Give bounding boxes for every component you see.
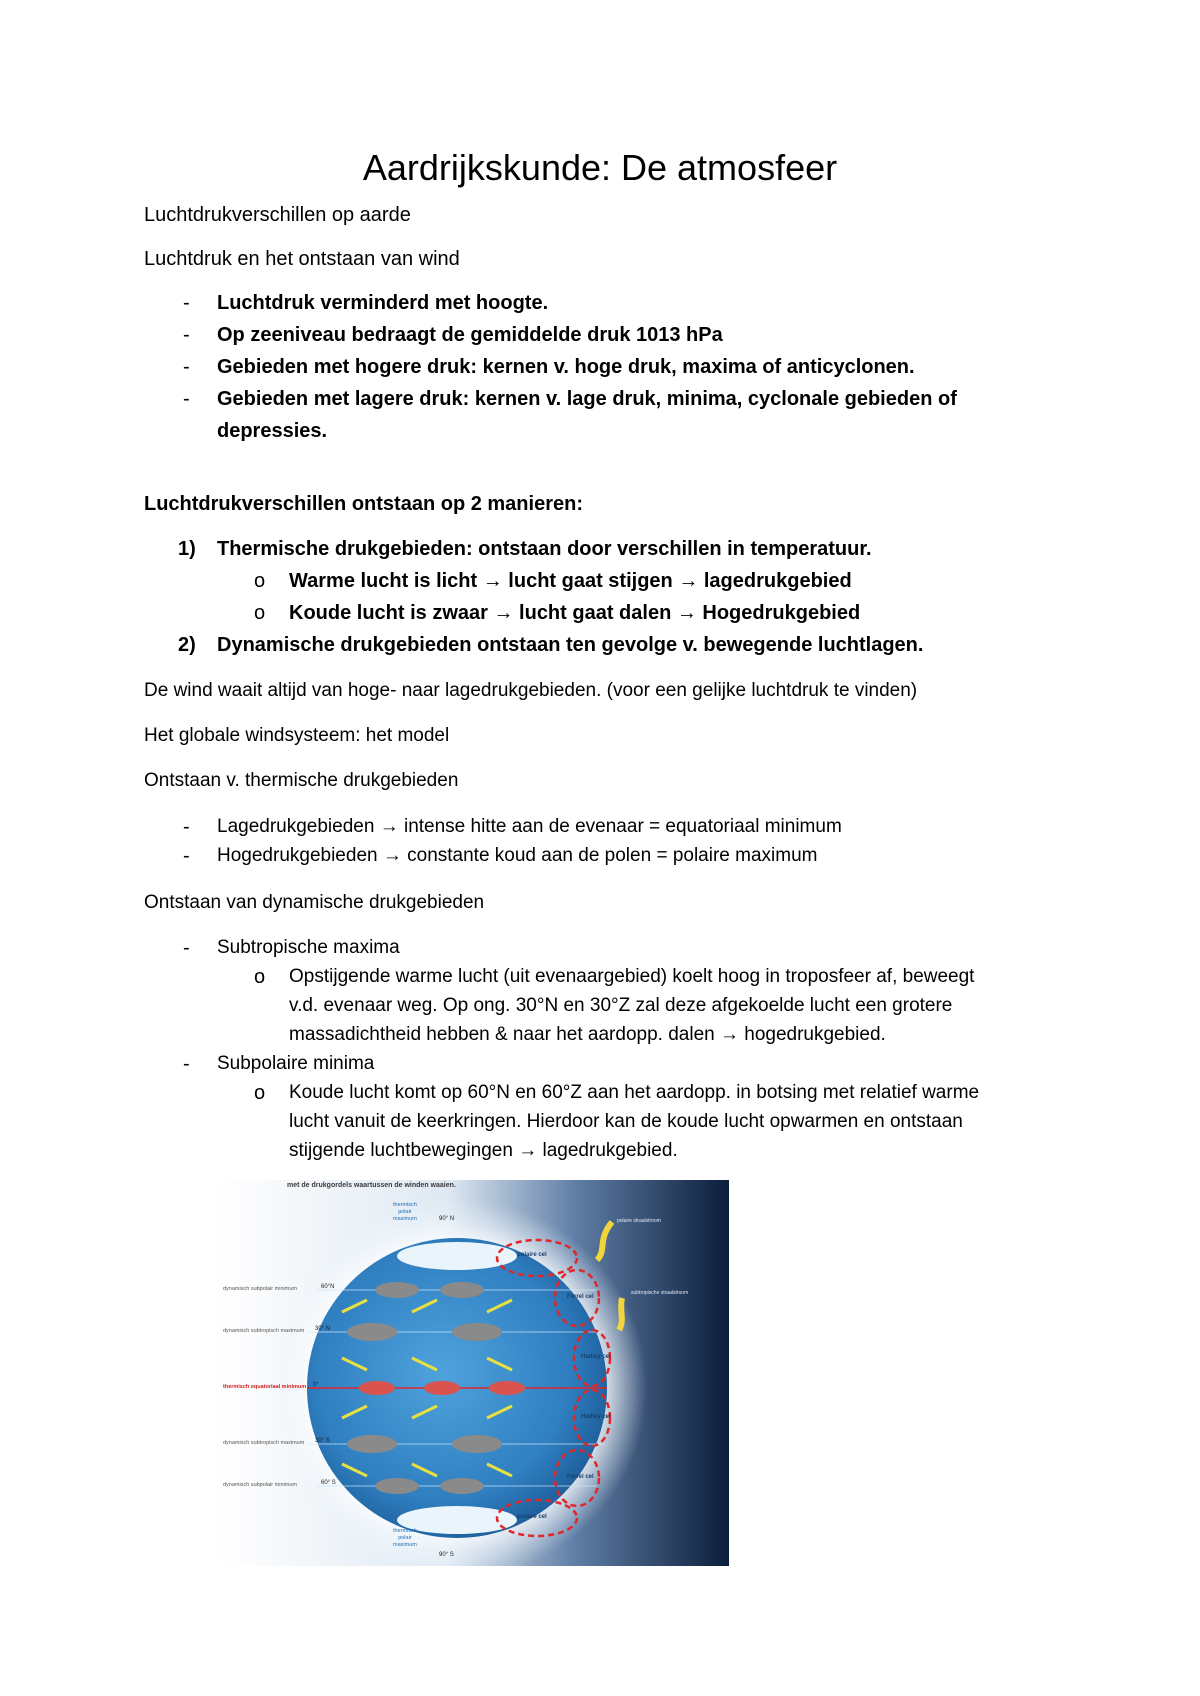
list-item: Subtropische maxima	[217, 937, 400, 958]
band-label: dynamisch subpolair minimum	[223, 1286, 297, 1292]
list-item: Gebieden met hogere druk: kernen v. hoge druk, maxima of anticyclonen.	[217, 356, 915, 378]
cell-label: Hadley cel	[581, 1414, 611, 1420]
label-thermisch-polair-maximum-south	[393, 1528, 417, 1549]
list-dash: -	[183, 845, 190, 867]
sub-item-continuation: massadichtheid hebben & naar het aardopp. dalen → hogedrukgebied.	[289, 1024, 886, 1045]
label-line: thermisch	[393, 1202, 417, 1208]
list-item: Lagedrukgebieden → intense hitte aan de evenaar = equatoriaal minimum	[217, 816, 842, 837]
lat-label: 90° N	[439, 1216, 455, 1222]
band-label: dynamisch subpolair minimum	[223, 1482, 297, 1488]
paragraph-dynamische: Ontstaan van dynamische drukgebieden	[144, 892, 485, 913]
north-polar-cap	[397, 1242, 517, 1270]
heading-luchtdruk-wind: Luchtdruk en het ontstaan van wind	[144, 248, 460, 270]
heading-twee-manieren: Luchtdrukverschillen ontstaan op 2 manieren:	[144, 493, 583, 515]
lat-label: 60°N	[321, 1284, 335, 1290]
numbered-marker: 1)	[178, 538, 196, 560]
sub-bullet: o	[254, 1082, 266, 1104]
band-label: dynamisch subtropisch maximum	[223, 1328, 305, 1334]
sub-item-continuation: stijgende luchtbewegingen → lagedrukgebied.	[289, 1140, 678, 1161]
list-item: Luchtdruk verminderd met hoogte.	[217, 292, 549, 314]
list-item-continuation: depressies.	[217, 420, 328, 442]
list-item: Subpolaire minima	[217, 1053, 375, 1074]
sub-item-continuation: lucht vanuit de keerkringen. Hierdoor kan de koude lucht opwarmen en ontstaan	[289, 1111, 963, 1132]
sub-item: Warme lucht is licht → lucht gaat stijgen → lagedrukgebied	[289, 570, 852, 592]
list-item: Op zeeniveau bedraagt de gemiddelde druk 1013 hPa	[217, 324, 723, 346]
label-line: polair	[398, 1209, 412, 1215]
list-dash: -	[183, 937, 190, 959]
sub-bullet: o	[254, 570, 266, 592]
lat-label: 30° S	[315, 1438, 330, 1444]
paragraph-windsysteem: Het globale windsysteem: het model	[144, 725, 450, 746]
sub-item: Opstijgende warme lucht (uit evenaargebied) koelt hoog in troposfeer af, beweegt	[289, 966, 975, 987]
label-line: polair	[398, 1535, 412, 1541]
cell-label: Hadley cel	[581, 1354, 611, 1360]
lat-label: 60° S	[321, 1480, 336, 1486]
label-line: maximum	[393, 1216, 417, 1222]
sub-item: Koude lucht komt op 60°N en 60°Z aan het aardopp. in botsing met relatief warme	[289, 1082, 980, 1103]
lat-label: 90° S	[439, 1552, 454, 1558]
band-label: dynamisch subtropisch maximum	[223, 1440, 305, 1446]
list-dash: -	[183, 292, 190, 314]
list-dash: -	[183, 324, 190, 346]
label-line: thermisch	[393, 1528, 417, 1534]
heading-luchtdrukverschillen: Luchtdrukverschillen op aarde	[144, 204, 411, 226]
list-dash: -	[183, 816, 190, 838]
numbered-marker: 2)	[178, 634, 196, 656]
list-dash: -	[183, 356, 190, 378]
global-wind-system-figure	[217, 1180, 729, 1566]
numbered-item: Thermische drukgebieden: ontstaan door verschillen in temperatuur.	[217, 538, 872, 560]
figure-caption: met de drukgordels waartussen de winden waaien.	[287, 1182, 456, 1189]
list-item: Hogedrukgebieden → constante koud aan de polen = polaire maximum	[217, 845, 818, 866]
sub-bullet: o	[254, 602, 266, 624]
list-item: Gebieden met lagere druk: kernen v. lage druk, minima, cyclonale gebieden of	[217, 388, 957, 410]
document-title: Aardrijkskunde: De atmosfeer	[362, 147, 838, 188]
wind-system-diagram	[217, 1180, 729, 1566]
cell-label: Ferrel cel	[567, 1294, 594, 1300]
label-thermisch-polair-maximum-north	[393, 1202, 417, 1223]
sub-item: Koude lucht is zwaar → lucht gaat dalen → Hogedrukgebied	[289, 602, 861, 624]
cell-label: polaire cel	[517, 1514, 547, 1520]
numbered-item: Dynamische drukgebieden ontstaan ten gevolge v. bewegende luchtlagen.	[217, 634, 924, 656]
paragraph-thermische: Ontstaan v. thermische drukgebieden	[144, 770, 459, 791]
band-label-equator: thermisch equatoriaal minimum	[223, 1384, 307, 1390]
paragraph-wind: De wind waait altijd van hoge- naar lagedrukgebieden. (voor een gelijke luchtdruk te vinden)	[144, 680, 918, 701]
label-line: maximum	[393, 1542, 417, 1548]
jet-stream-label: polaire straalstroom	[617, 1218, 661, 1224]
cell-label: Ferrel cel	[567, 1474, 594, 1480]
cell-label: polaire cel	[517, 1252, 547, 1258]
lat-label: 0°	[313, 1382, 319, 1388]
jet-stream-label: subtropische straalstroom	[631, 1290, 689, 1296]
lat-label: 30° N	[315, 1326, 331, 1332]
list-dash: -	[183, 1053, 190, 1075]
list-dash: -	[183, 388, 190, 410]
sub-item-continuation: v.d. evenaar weg. Op ong. 30°N en 30°Z zal deze afgekoelde lucht een grotere	[289, 995, 953, 1016]
sub-bullet: o	[254, 966, 266, 988]
